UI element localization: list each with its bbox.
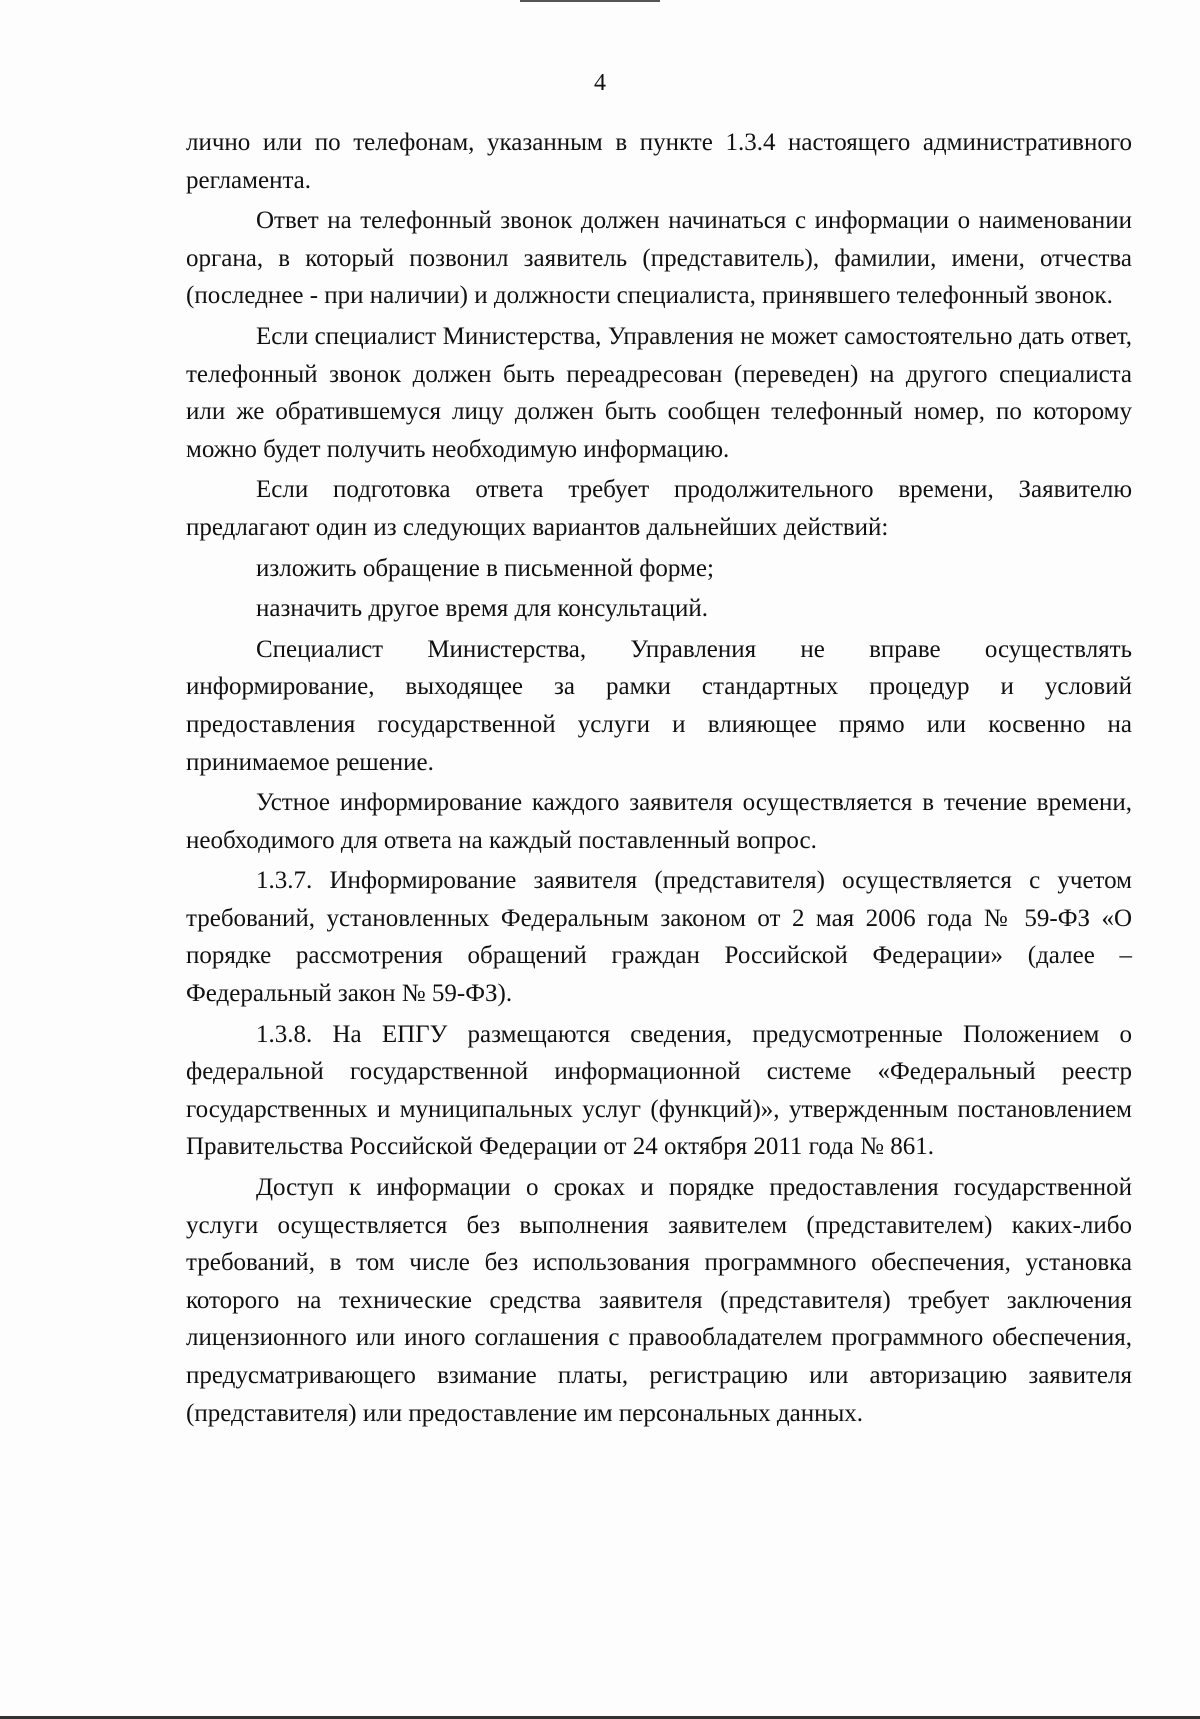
paragraph: лично или по телефонам, указанным в пункте 1.3.4 настоящего административного регламента. [186, 129, 1132, 194]
paragraph: назначить другое время для консультаций. [256, 595, 709, 623]
paragraph: 1.3.8. На ЕПГУ размещаются сведения, предусмотренные Положением о федеральной государственной информационной системе «Федеральный реестр государственных и муниципальных услуг (функций)», утвержденным постановлением Правительства Российской Федерации от 24 октября 2011 года № 861. [186, 1020, 1132, 1161]
paragraph: Если подготовка ответа требует продолжительного времени, Заявителю предлагают один из следующих вариантов дальнейших действий: [186, 476, 1132, 541]
paragraph: Доступ к информации о сроках и порядке предоставления государственной услуги осуществляется без выполнения заявителем (представителем) каких-либо требований, в том числе без использования программного обеспечения, установка которого на технические средства заявителя (представителя) требует заключения лицензионного или иного соглашения с правообладателем программного обеспечения, предусматривающего взимание платы, регистрацию или авторизацию заявителя (представителя) или предоставление им персональных данных. [186, 1174, 1132, 1427]
paragraph: Специалист Министерства, Управления не вправе осуществлять информирование, выходящее за рамки стандартных процедур и условий предоставления государственной услуги и влияющее прямо или косвенно на принимаемое решение. [186, 635, 1132, 776]
paragraph: 1.3.7. Информирование заявителя (представителя) осуществляется с учетом требований, установленных Федеральным законом от 2 мая 2006 года № 59-ФЗ «О порядке рассмотрения обращений граждан Российской Федерации» (далее – Федеральный закон № 59-ФЗ). [186, 867, 1132, 1008]
document-body [186, 124, 1132, 1435]
paragraph: Ответ на телефонный звонок должен начинаться с информации о наименовании органа, в который позвонил заявитель (представитель), фамилии, имени, отчества (последнее - при наличии) и должности специалиста, принявшего телефонный звонок. [186, 207, 1132, 310]
paragraph: Устное информирование каждого заявителя осуществляется в течение времени, необходимого для ответа на каждый поставленный вопрос. [186, 789, 1132, 854]
page-number: 4 [594, 70, 606, 96]
paragraph: изложить обращение в письменной форме; [256, 554, 714, 582]
paragraph: Если специалист Министерства, Управления не может самостоятельно дать ответ, телефонный звонок должен быть переадресован (переведен) на другого специалиста или же обратившемуся лицу должен быть сообщен телефонный номер, по которому можно будет получить необходимую информацию. [186, 322, 1132, 463]
scan-edge-top [520, 0, 660, 2]
